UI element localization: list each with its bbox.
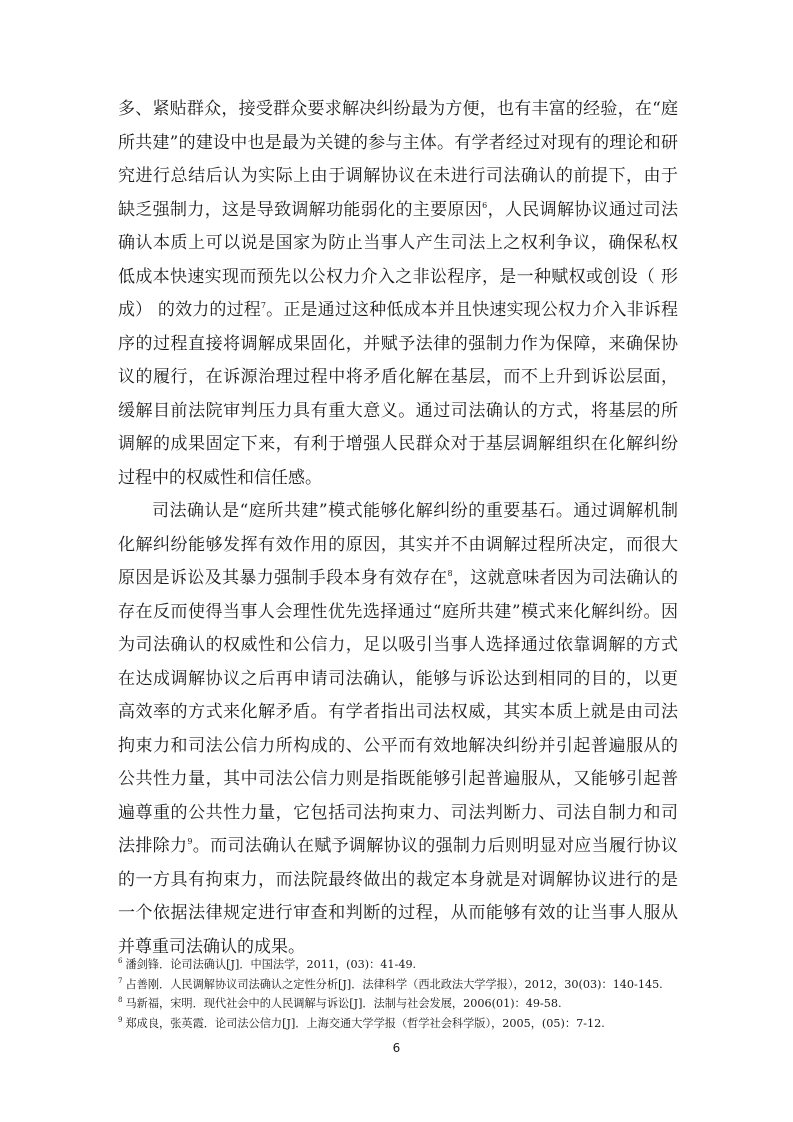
footnote-text: 马新福，宋明．现代社会中的人民调解与诉讼[J]．法制与社会发展，2006(01)：49-58. [125, 997, 562, 1010]
footnote-number: 9 [118, 1015, 123, 1024]
footnote-text: 潘剑锋．论司法确认[J]．中国法学，2011，(03)：41-49. [125, 958, 417, 971]
body-text [118, 93, 678, 964]
footnote-8 [118, 994, 698, 1014]
paragraph-text: ，这就意味者因为司法确认的存在反而使得当事人会理性优先选择通过“庭所共建”模式来化解纠纷。因为司法确认的权威性和公信力，足以吸引当事人选择通过依靠调解的方式在达成调解协议之后再申请司法确认，能够与诉讼达到相同的目的，以更高效率的方式来化解矛盾。有学者指出司法权威，其实本质上就是由司法拘束力和司法公信力所构成的、公平而有效地解决纠纷并引起普遍服从的公共性力量，其中司法公信力则是指既能够引起普遍服从，又能够引起普遍尊重的公共性力量，它包括司法拘束力、司法判断力、司法自制力和司法排除力 [118, 568, 679, 856]
footnote-text: 占善刚．人民调解协议司法确认之定性分析[J]．法律科学（西北政法大学学报），2012，30(03)：140-145. [125, 977, 663, 991]
footnote-ref-6: 6 [482, 200, 488, 210]
paragraph-text: ，人民调解协议通过司法确认本质上可以说是国家为防止当事人产生司法上之权利争议，确保私权低成本快速实现而预先以公权力介入之非讼程序，是一种赋权或创设（ 形成） 的效力的过程 [118, 199, 678, 320]
footnote-9 [118, 1014, 698, 1034]
footnote-ref-9: 9 [187, 837, 193, 846]
footnote-6 [118, 955, 698, 975]
paragraph-text: 多、紧贴群众，接受群众要求解决纠纷最为方便，也有丰富的经验，在“庭所共建”的建设中也是最为关键的参与主体。有学者经过对现有的理论和研究进行总结后认为实际上由于调解协议在未进行司法确认的前提下，由于缺乏强制力，这是导致调解功能弱化的主要原因 [118, 99, 678, 220]
footnote-text: 郑成良，张英霞．论司法公信力[J]．上海交通大学学报（哲学社会科学版），2005，(05)：7-12. [125, 1016, 605, 1030]
paragraph-text: 。而司法确认在赋予调解协议的强制力后则明显对应当履行协议的一方具有拘束力，而法院最终做出的裁定本身就是对调解协议进行的是一个依据法律规定进行审查和判断的过程，从而能够有效的让当事人服从并尊重司法确认的成果。 [118, 836, 679, 957]
footnote-7 [118, 975, 698, 995]
footnote-number: 6 [118, 957, 123, 965]
paragraph-2 [118, 495, 678, 964]
footnote-number: 7 [118, 976, 123, 985]
paragraph-text: 。正是通过这种低成本并且快速实现公权力介入非诉程序的过程直接将调解成果固化，并赋予法律的强制力作为保障，来确保协议的履行，在诉源治理过程中将矛盾化解在基层，而不上升到诉讼层面，缓解目前法院审判压力具有重大意义。通过司法确认的方式，将基层的所调解的成果固定下来，有利于增强人民群众对于基层调解组织在化解纠纷过程中的权威性和信任感。 [118, 300, 678, 488]
page-number: 6 [392, 1041, 401, 1055]
footnote-ref-8: 8 [447, 569, 453, 578]
paragraph-text: 司法确认是“庭所共建”模式能够化解纠纷的重要基石。通过调解机制化解纠纷能够发挥有效作用的原因，其实并不由调解过程所决定，而很大原因是诉讼及其暴力强制手段本身有效存在 [118, 501, 678, 588]
footnote-number: 8 [118, 996, 123, 1004]
footnotes [118, 955, 698, 1033]
paragraph-1 [118, 93, 678, 495]
footnote-ref-7: 7 [260, 301, 266, 310]
